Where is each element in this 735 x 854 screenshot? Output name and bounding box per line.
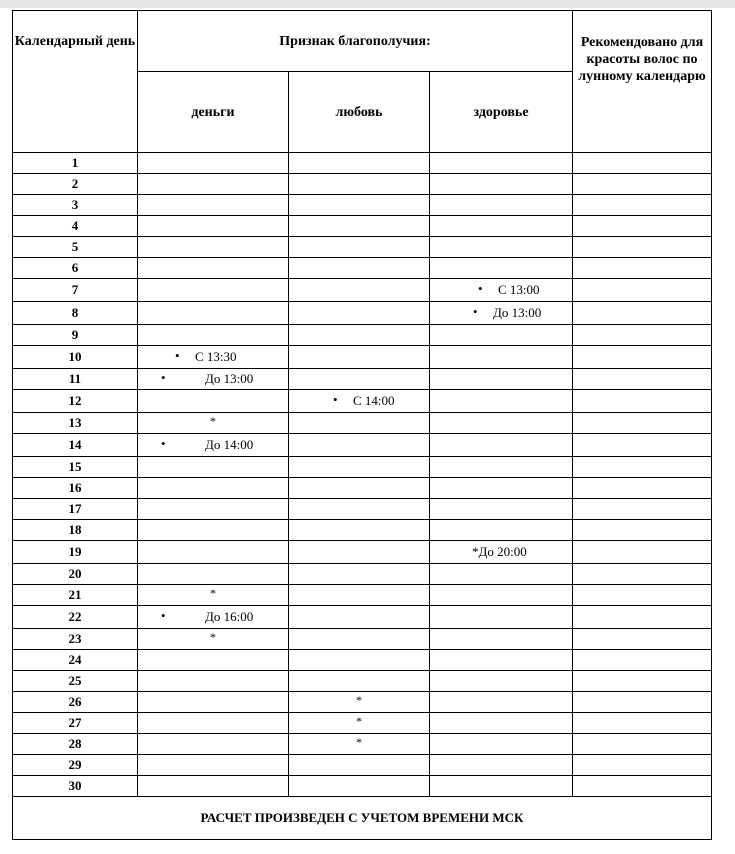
day-number: 27	[13, 713, 138, 734]
table-row	[13, 650, 712, 671]
health-cell	[430, 755, 573, 776]
health-cell	[430, 346, 573, 369]
recommended-cell	[573, 237, 712, 258]
health-cell	[430, 413, 573, 434]
recommended-cell	[573, 302, 712, 325]
day-number: 19	[13, 541, 138, 564]
recommended-cell	[573, 258, 712, 279]
health-cell	[430, 237, 573, 258]
money-cell	[138, 692, 289, 713]
recommended-cell	[573, 457, 712, 478]
money-cell	[138, 541, 289, 564]
day-number: 11	[13, 369, 138, 390]
money-cell	[138, 499, 289, 520]
bullet-icon: •	[478, 281, 483, 296]
recommended-cell	[573, 195, 712, 216]
love-cell	[289, 258, 430, 279]
day-number: 26	[13, 692, 138, 713]
header-recommended: Рекомендовано для красоты волос по лунному календарю	[573, 11, 712, 153]
money-cell	[138, 755, 289, 776]
recommended-cell	[573, 650, 712, 671]
love-cell	[289, 585, 430, 606]
day-number: 5	[13, 237, 138, 258]
recommended-cell	[573, 153, 712, 174]
header-wellbeing-group: Признак благополучия:	[138, 11, 573, 72]
love-cell	[289, 520, 430, 541]
health-cell	[430, 195, 573, 216]
love-cell	[289, 755, 430, 776]
love-cell	[289, 650, 430, 671]
love-time: С 14:00	[353, 393, 395, 408]
health-cell	[430, 174, 573, 195]
day-number: 28	[13, 734, 138, 755]
health-time: С 13:00	[498, 282, 540, 297]
love-cell	[289, 346, 430, 369]
money-cell	[138, 237, 289, 258]
health-cell	[430, 499, 573, 520]
top-band	[0, 0, 735, 8]
health-cell	[430, 390, 573, 413]
health-cell	[430, 279, 573, 302]
table-row	[13, 434, 712, 457]
money-cell	[138, 776, 289, 797]
day-number: 16	[13, 478, 138, 499]
health-cell	[430, 369, 573, 390]
asterisk-mark: *	[210, 630, 216, 644]
money-cell	[138, 671, 289, 692]
day-number: 1	[13, 153, 138, 174]
table-row	[13, 369, 712, 390]
day-number: 18	[13, 520, 138, 541]
day-number: 23	[13, 629, 138, 650]
money-cell	[138, 650, 289, 671]
love-cell	[289, 671, 430, 692]
table-row	[13, 478, 712, 499]
recommended-cell	[573, 629, 712, 650]
love-cell	[289, 153, 430, 174]
recommended-cell	[573, 734, 712, 755]
money-cell	[138, 346, 289, 369]
love-cell	[289, 174, 430, 195]
health-cell	[430, 216, 573, 237]
recommended-cell	[573, 174, 712, 195]
day-number: 21	[13, 585, 138, 606]
money-cell	[138, 390, 289, 413]
love-cell	[289, 629, 430, 650]
day-number: 3	[13, 195, 138, 216]
money-cell	[138, 302, 289, 325]
table-row	[13, 564, 712, 585]
header-calendar-day: Календарный день	[13, 11, 138, 153]
health-cell	[430, 650, 573, 671]
table-row	[13, 279, 712, 302]
money-cell	[138, 325, 289, 346]
love-cell	[289, 302, 430, 325]
day-number: 24	[13, 650, 138, 671]
recommended-cell	[573, 564, 712, 585]
health-cell	[430, 302, 573, 325]
table-row	[13, 195, 712, 216]
money-cell	[138, 369, 289, 390]
day-number: 10	[13, 346, 138, 369]
love-cell	[289, 776, 430, 797]
header-love: любовь	[289, 72, 430, 153]
table-row	[13, 413, 712, 434]
love-cell	[289, 541, 430, 564]
day-number: 8	[13, 302, 138, 325]
table-row	[13, 671, 712, 692]
money-cell	[138, 434, 289, 457]
recommended-cell	[573, 606, 712, 629]
header-health: здоровье	[430, 72, 573, 153]
table-row	[13, 237, 712, 258]
table-row	[13, 325, 712, 346]
day-number: 17	[13, 499, 138, 520]
recommended-cell	[573, 692, 712, 713]
money-cell	[138, 216, 289, 237]
table-row	[13, 629, 712, 650]
recommended-cell	[573, 755, 712, 776]
health-cell	[430, 629, 573, 650]
money-cell	[138, 153, 289, 174]
money-cell	[138, 195, 289, 216]
day-number: 20	[13, 564, 138, 585]
bullet-icon: •	[161, 370, 166, 385]
love-cell	[289, 195, 430, 216]
table-row	[13, 390, 712, 413]
day-number: 14	[13, 434, 138, 457]
health-cell	[430, 585, 573, 606]
table-row	[13, 346, 712, 369]
health-cell	[430, 734, 573, 755]
bullet-icon: •	[161, 436, 166, 451]
love-cell	[289, 713, 430, 734]
bullet-icon: •	[473, 304, 478, 319]
bullet-icon: •	[333, 392, 338, 407]
money-cell	[138, 520, 289, 541]
love-cell	[289, 734, 430, 755]
recommended-cell	[573, 713, 712, 734]
recommended-cell	[573, 434, 712, 457]
money-cell	[138, 258, 289, 279]
love-cell	[289, 692, 430, 713]
table-row	[13, 755, 712, 776]
health-cell	[430, 325, 573, 346]
love-cell	[289, 237, 430, 258]
money-cell	[138, 606, 289, 629]
health-cell	[430, 478, 573, 499]
table-row	[13, 692, 712, 713]
love-cell	[289, 390, 430, 413]
recommended-cell	[573, 585, 712, 606]
asterisk-mark: *	[356, 714, 362, 728]
recommended-cell	[573, 216, 712, 237]
table-row	[13, 302, 712, 325]
recommended-cell	[573, 346, 712, 369]
recommended-cell	[573, 541, 712, 564]
health-cell	[430, 606, 573, 629]
love-cell	[289, 413, 430, 434]
table-row	[13, 585, 712, 606]
table-row	[13, 153, 712, 174]
money-cell	[138, 713, 289, 734]
money-cell	[138, 629, 289, 650]
love-cell	[289, 564, 430, 585]
money-cell	[138, 457, 289, 478]
love-cell	[289, 216, 430, 237]
money-cell	[138, 279, 289, 302]
lunar-calendar-table	[12, 10, 712, 840]
table-row	[13, 606, 712, 629]
recommended-cell	[573, 390, 712, 413]
money-cell	[138, 564, 289, 585]
money-cell	[138, 478, 289, 499]
bullet-icon: •	[161, 608, 166, 623]
day-number: 29	[13, 755, 138, 776]
love-cell	[289, 457, 430, 478]
recommended-cell	[573, 325, 712, 346]
health-cell	[430, 434, 573, 457]
day-number: 2	[13, 174, 138, 195]
asterisk-mark: *	[210, 586, 216, 600]
table-row	[13, 216, 712, 237]
love-cell	[289, 606, 430, 629]
money-cell	[138, 413, 289, 434]
table-row	[13, 541, 712, 564]
day-number: 6	[13, 258, 138, 279]
table-row	[13, 520, 712, 541]
table-row	[13, 713, 712, 734]
health-cell	[430, 541, 573, 564]
day-number: 9	[13, 325, 138, 346]
recommended-cell	[573, 413, 712, 434]
day-number: 30	[13, 776, 138, 797]
health-cell	[430, 776, 573, 797]
love-cell	[289, 279, 430, 302]
money-time: До 16:00	[205, 609, 254, 624]
health-cell	[430, 258, 573, 279]
day-number: 22	[13, 606, 138, 629]
health-cell	[430, 457, 573, 478]
table-row	[13, 174, 712, 195]
love-cell	[289, 499, 430, 520]
recommended-cell	[573, 369, 712, 390]
health-cell	[430, 520, 573, 541]
recommended-cell	[573, 279, 712, 302]
health-cell	[430, 713, 573, 734]
table-row	[13, 776, 712, 797]
love-cell	[289, 478, 430, 499]
day-number: 12	[13, 390, 138, 413]
recommended-cell	[573, 776, 712, 797]
money-cell	[138, 734, 289, 755]
money-cell	[138, 585, 289, 606]
asterisk-mark: *	[356, 735, 362, 749]
health-time: До 13:00	[493, 305, 542, 320]
bullet-icon: •	[175, 348, 180, 363]
table-row	[13, 734, 712, 755]
recommended-cell	[573, 671, 712, 692]
footer-note: РАСЧЕТ ПРОИЗВЕДЕН С УЧЕТОМ ВРЕМЕНИ МСК	[13, 797, 712, 840]
table-row	[13, 457, 712, 478]
day-number: 13	[13, 413, 138, 434]
day-number: 7	[13, 279, 138, 302]
health-cell	[430, 153, 573, 174]
love-cell	[289, 434, 430, 457]
health-time: *До 20:00	[472, 544, 527, 559]
table-row	[13, 499, 712, 520]
day-number: 25	[13, 671, 138, 692]
recommended-cell	[573, 520, 712, 541]
day-number: 4	[13, 216, 138, 237]
love-cell	[289, 325, 430, 346]
header-money: деньги	[138, 72, 289, 153]
table-row	[13, 258, 712, 279]
recommended-cell	[573, 499, 712, 520]
money-time: С 13:30	[195, 349, 237, 364]
health-cell	[430, 671, 573, 692]
money-cell	[138, 174, 289, 195]
health-cell	[430, 692, 573, 713]
love-cell	[289, 369, 430, 390]
money-time: До 13:00	[205, 371, 254, 386]
day-number: 15	[13, 457, 138, 478]
asterisk-mark: *	[356, 693, 362, 707]
health-cell	[430, 564, 573, 585]
money-time: До 14:00	[205, 437, 254, 452]
asterisk-mark: *	[210, 414, 216, 428]
recommended-cell	[573, 478, 712, 499]
